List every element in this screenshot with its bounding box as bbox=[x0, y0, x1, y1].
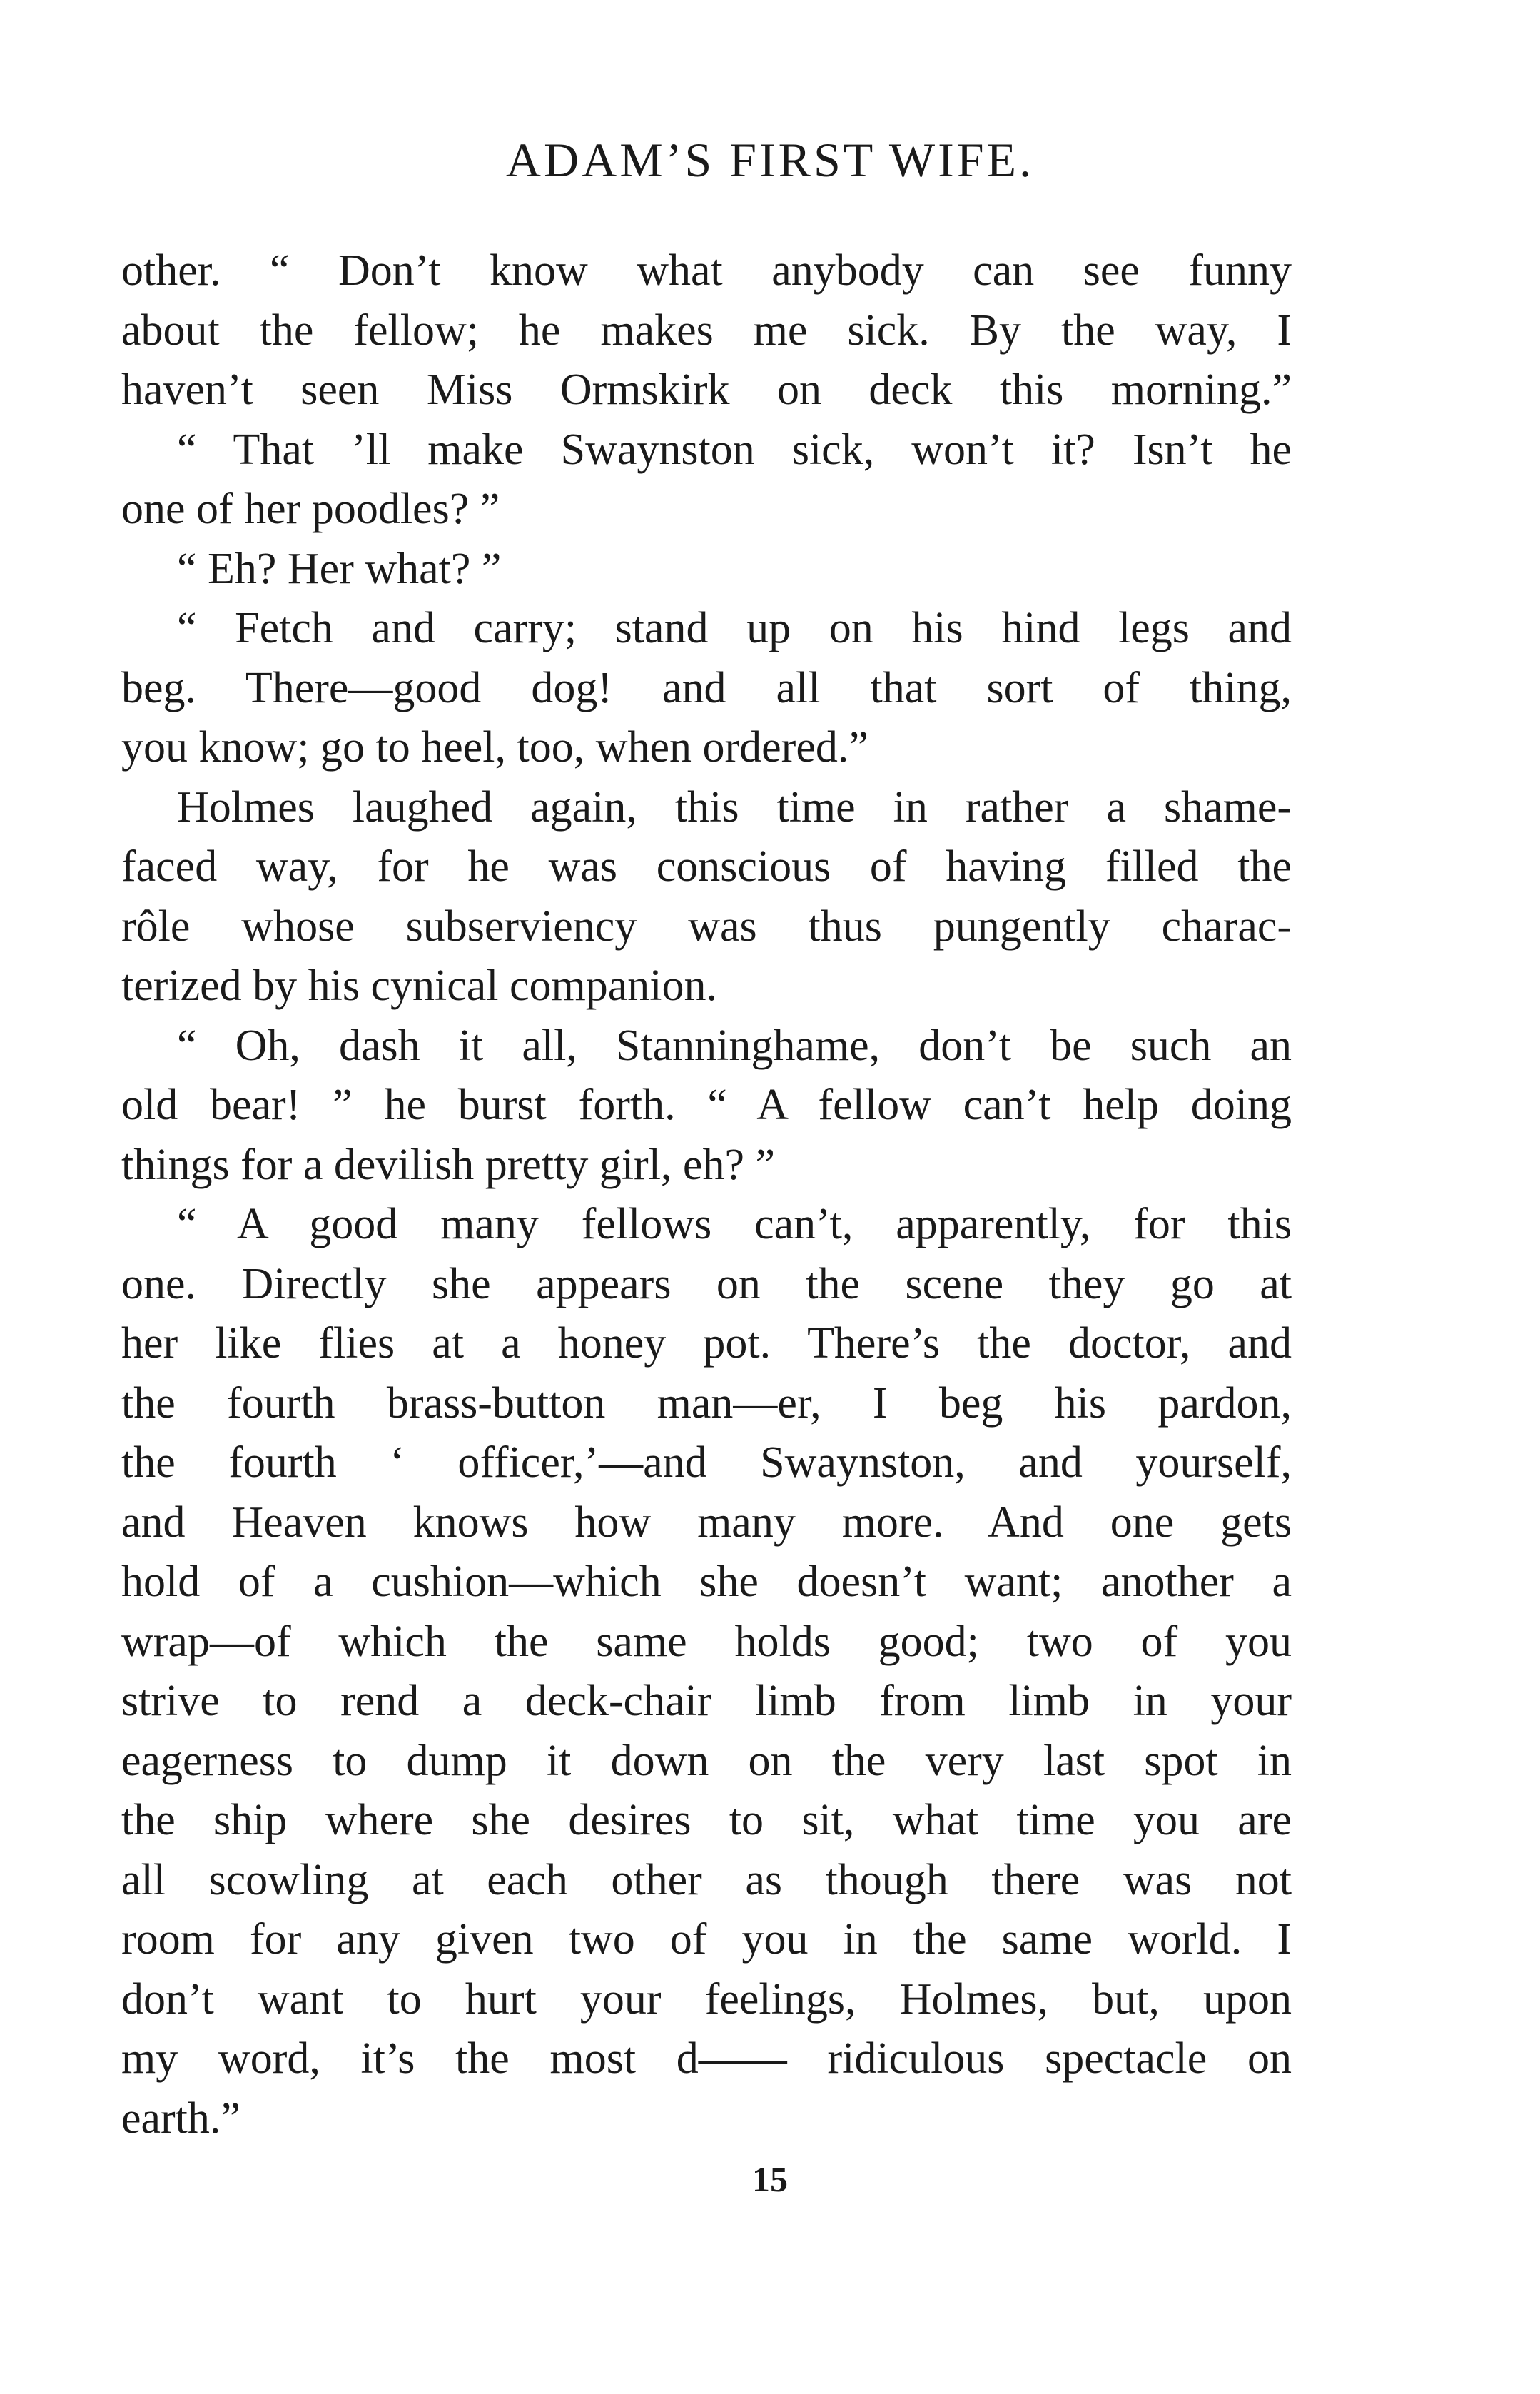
text-line: the fourth brass-button man—er, I beg his pardon, bbox=[121, 1378, 1292, 1428]
text-line: “ That ’ll make Swaynston sick, won’t it? Isn’t he bbox=[177, 425, 1292, 474]
text-line: beg. There—good dog! and all that sort of thing, bbox=[121, 663, 1292, 712]
text-line: “ Fetch and carry; stand up on his hind legs and bbox=[177, 604, 1292, 652]
text-line: room for any given two of you in the same world. I bbox=[121, 1915, 1292, 1964]
text-line: wrap—of which the same holds good; two of you bbox=[121, 1617, 1292, 1666]
text-line: other. “ Don’t know what anybody can see funny bbox=[121, 246, 1292, 295]
text-line: and Heaven knows how many more. And one gets bbox=[121, 1497, 1292, 1547]
text-line: haven’t seen Miss Ormskirk on deck this morning.” bbox=[121, 365, 1292, 414]
text-line: terized by his cynical companion. bbox=[121, 961, 718, 1010]
text-line: one of her poodles? ” bbox=[121, 485, 500, 533]
body-text bbox=[121, 241, 1292, 2148]
text-line: earth.” bbox=[121, 2094, 240, 2143]
text-line: one. Directly she appears on the scene they go at bbox=[121, 1259, 1292, 1308]
text-line: things for a devilish pretty girl, eh? ” bbox=[121, 1140, 775, 1189]
text-line: hold of a cushion—which she doesn’t want; another a bbox=[121, 1557, 1292, 1606]
text-line: Holmes laughed again, this time in rather a shame- bbox=[177, 782, 1292, 832]
text-line: all scowling at each other as though there was not bbox=[121, 1855, 1292, 1904]
text-line: about the fellow; he makes me sick. By the way, I bbox=[121, 305, 1292, 355]
text-line: “ Oh, dash it all, Stanninghame, don’t be such an bbox=[177, 1021, 1292, 1070]
text-line: her like flies at a honey pot. There’s the doctor, and bbox=[121, 1319, 1292, 1368]
running-title: ADAM’S FIRST WIFE. bbox=[505, 133, 1035, 187]
text-line: the ship where she desires to sit, what time you are bbox=[121, 1796, 1292, 1844]
text-line: strive to rend a deck-chair limb from limb in your bbox=[121, 1677, 1292, 1725]
text-line: “ Eh? Her what? ” bbox=[177, 544, 502, 593]
text-line: eagerness to dump it down on the very last spot in bbox=[121, 1736, 1292, 1785]
text-line: “ A good many fellows can’t, apparently, for this bbox=[177, 1200, 1292, 1248]
page-number: 15 bbox=[752, 2159, 788, 2199]
text-line: faced way, for he was conscious of having filled the bbox=[121, 842, 1292, 891]
text-line: don’t want to hurt your feelings, Holmes, but, upon bbox=[121, 1974, 1292, 2024]
text-line: my word, it’s the most d—— ridiculous spectacle on bbox=[121, 2034, 1292, 2083]
text-line: old bear! ” he burst forth. “ A fellow can’t help doing bbox=[121, 1081, 1292, 1129]
text-line: the fourth ‘ officer,’—and Swaynston, and yourself, bbox=[121, 1438, 1292, 1487]
text-line: you know; go to heel, too, when ordered.” bbox=[121, 723, 868, 772]
text-line: rôle whose subserviency was thus pungently charac- bbox=[121, 901, 1292, 951]
